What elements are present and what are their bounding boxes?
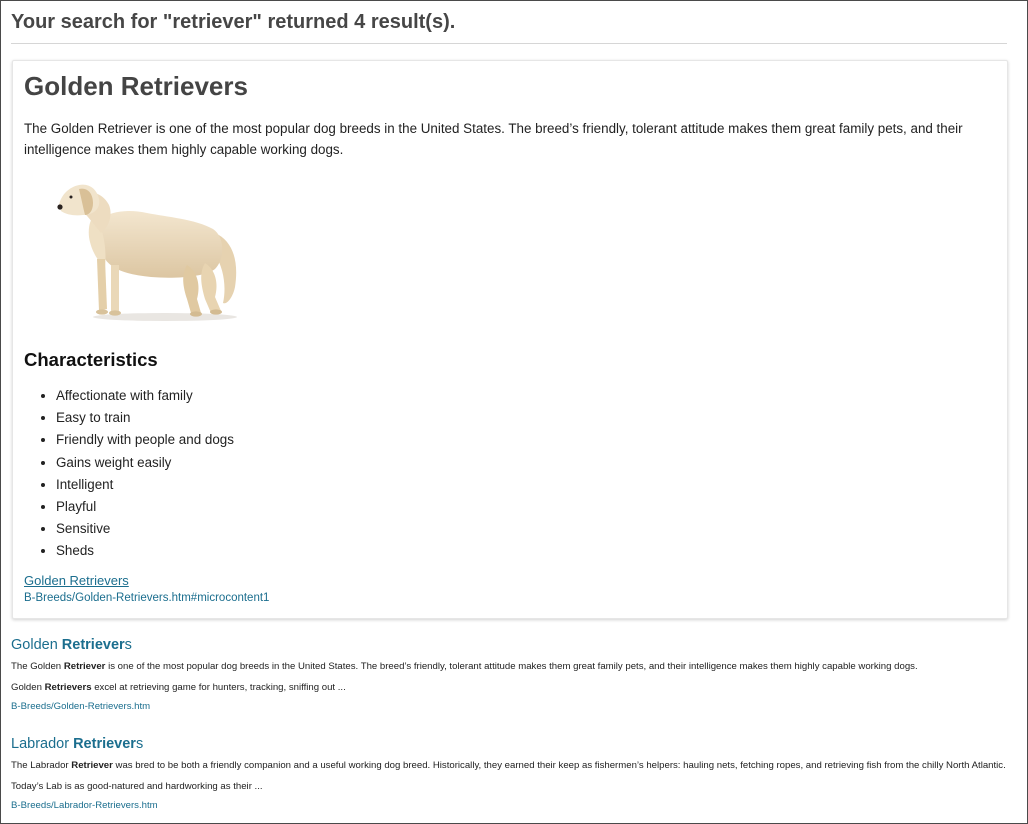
- search-term-highlight: Retriever: [61, 637, 125, 653]
- title-text: s: [124, 637, 132, 653]
- search-term-highlight: Retriever: [63, 661, 106, 672]
- list-item: • Affectionate with family: [56, 385, 234, 407]
- result-excerpt: [11, 656, 1011, 698]
- list-item: • Sensitive: [56, 518, 234, 540]
- excerpt-line: [11, 755, 1011, 797]
- excerpt-text: is one of the most popular dog breeds in the United States. The breed’s friendly, tolerant attitude makes them great family pets, and their intelligence makes them highly capable working dogs.: [105, 661, 918, 672]
- list-item: • Easy to train: [56, 407, 234, 429]
- featured-description: The Golden Retriever is one of the most popular dog breeds in the United States. The breed’s friendly, tolerant attitude makes them great family pets, and their intelligence makes them highly capable working dogs.: [24, 121, 963, 157]
- title-text: Labrador: [11, 736, 74, 752]
- title-text: Golden: [11, 637, 62, 653]
- featured-title: Golden Retrievers: [24, 71, 248, 101]
- result-title-link[interactable]: [11, 735, 1011, 753]
- featured-result-card: [12, 60, 1008, 619]
- list-item: • Gains weight easily: [56, 452, 234, 474]
- excerpt-text: was bred to be both a friendly companion and a useful working dog breed. Historically, they earned their keep as fishermen’s helpers: hauling nets, fetching ropes, and retrieving fish from the chilly North Atlantic. Today’s Lab is as good-natured and hardworking as their ...: [11, 760, 1006, 792]
- excerpt-text: The Labrador: [11, 760, 72, 771]
- excerpt-text: Golden: [11, 682, 45, 693]
- result-excerpt: [11, 755, 1011, 797]
- search-term-highlight: Retriever: [71, 760, 113, 771]
- search-term-highlight: Retriever: [73, 736, 136, 752]
- list-item: • Sheds: [56, 540, 234, 562]
- search-result-labrador: [11, 735, 1011, 815]
- featured-result-link[interactable]: Golden Retrievers: [24, 573, 129, 588]
- characteristics-heading: Characteristics: [24, 349, 158, 370]
- golden-retriever-photo-icon: [55, 175, 245, 323]
- search-results-heading: Your search for "retriever" returned 4 result(s).: [11, 11, 456, 33]
- excerpt-text: The Golden: [11, 661, 64, 672]
- title-text: s: [135, 736, 144, 752]
- featured-result-path: B-Breeds/Golden-Retrievers.htm#microcontent1: [24, 592, 270, 604]
- excerpt-line: [11, 677, 1011, 698]
- result-path: B-Breeds/Golden-Retrievers.htm: [11, 701, 151, 712]
- search-result-golden: [11, 636, 1011, 716]
- excerpt-text: excel at retrieving game for hunters, tracking, sniffing out ...: [91, 682, 346, 693]
- list-item: • Friendly with people and dogs: [56, 429, 234, 451]
- result-path: B-Breeds/Labrador-Retrievers.htm: [11, 800, 158, 811]
- search-term-highlight: Retrievers: [44, 682, 92, 693]
- characteristics-list: [24, 385, 234, 563]
- list-item: • Intelligent: [56, 474, 234, 496]
- result-title-link[interactable]: [11, 636, 1011, 654]
- heading-divider: [11, 43, 1007, 44]
- list-item: • Playful: [56, 496, 234, 518]
- excerpt-line: [11, 656, 1011, 677]
